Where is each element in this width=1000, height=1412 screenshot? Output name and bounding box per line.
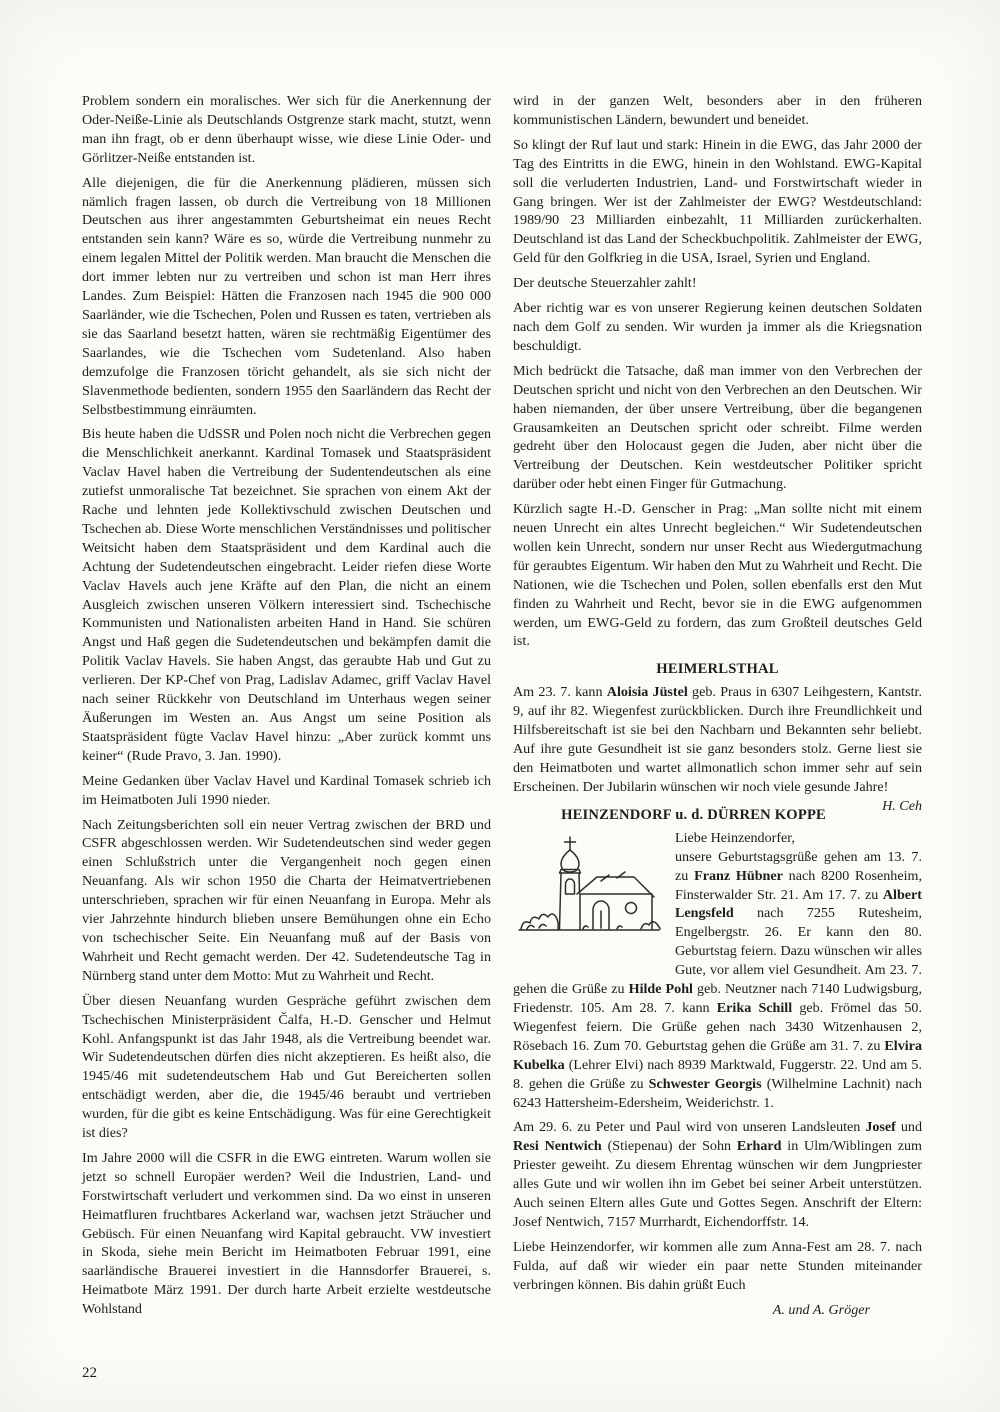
church-illustration (513, 832, 663, 960)
person-name: Franz Hübner (694, 867, 783, 884)
paragraph (82, 174, 491, 420)
body-text: Liebe Heinzendorfer, wir kommen alle zum Anna-Fest am 28. 7. nach Fulda, auf daß wir wieder ein paar nette Stunden miteinander verbringen können. Bis dahin grüßt Euch (513, 1238, 922, 1293)
paragraph (513, 1238, 922, 1295)
body-text: Bis heute haben die UdSSR und Polen noch nicht die Verbrechen gegen die Menschlichkeit anerkannt. Kardinal Tomasek und Staatspräsident Vaclav Havel haben die Vertreibung der Sudentendeutschen als eine zutiefst unmoralische Tat bezeichnet. Sie sprachen von einem Akt der Rache und lehnten jede Kollektivschuld zwischen Deutschen und Tschechen ab. Diese Worte menschlichen Verständnisses und politischer Weitsicht haben dem Staatspräsident und dem Kardinal auch die Achtung der Sudetendeutschen eingebracht. Leider riefen diese Worte Vaclav Havels auch jene Kräfte auf den Plan, die nicht an einem Ausgleich zwischen unseren Völkern interessiert sind. Tschechische Kommunisten und Nationalisten arbeiten Hand in Hand. Sie schüren Angst und Haß gegen die Sudetendeutschen und bekämpfen damit die Politik Vaclav Havels. Sie haben Angst, das geraubte Hab und Gut zu verlieren. Der KP-Chef von Prag, Ladislav Adamec, griff Vaclav Havel nach seiner Rückkehr von Deutschland im Unterhaus wegen seiner Äußerungen im Westen an. Aus Angst um seine Position als Staatspräsident fügte Vaclav Havel hinzu: „Aber zurück kommt uns keiner“ (Rude Pravo, 3. Jan. 1990). (82, 426, 491, 764)
section-heading: HEINZENDORF u. d. DÜRREN KOPPE (561, 806, 826, 823)
body-text: nach 8200 Rosenheim, Finsterwalder Str. 21. Am 17. 7. zu (675, 867, 922, 903)
signature-line (513, 1301, 922, 1320)
body-text: Aber richtig war es von unserer Regierung keinen deutschen Soldaten nach dem Golf zu senden. Wir wurden ja immer als die Kriegsnation beschuldigt. (513, 300, 922, 354)
paragraph (82, 992, 491, 1143)
person-name: Resi Nentwich (513, 1138, 602, 1155)
person-name: Hilde Pohl (628, 981, 693, 998)
person-name: Elvira Kubelka (513, 1037, 922, 1073)
person-name: Albert Lengsfeld (675, 886, 922, 922)
person-name: Erika Schill (716, 999, 793, 1016)
body-text: unsere Geburtstagsgrüße gehen am 13. 7. zu (675, 848, 922, 884)
body-text: wird in der ganzen Welt, besonders aber in den früheren kommunistischen Ländern, bewundert und beneidet. (513, 93, 922, 128)
body-text: (Stiepenau) der Sohn (601, 1138, 737, 1155)
body-text: (Lehrer Elvi) nach 8939 Marktwald, Fuggerstr. 22. Und am 5. 8. gehen die Grüße zu (513, 1056, 922, 1092)
left-column (82, 92, 491, 1325)
body-text: in Ulm/Wiblingen zum Priester geweiht. Zu diesem Ehrentag wünschen wir dem Jungpriester alles Gute und wir wollen ihn im Gebet bei seiner Arbeit unterstützen. Auch seinen Eltern alles Gute und Gottes Segen. Anschrift der Eltern: Josef Nentwich, 7157 Murrhardt, Eichendorffstr. 14. (513, 1138, 922, 1230)
right-column (513, 92, 922, 1325)
paragraph (513, 1118, 922, 1231)
page-number: 22 (82, 1365, 97, 1381)
paragraph (513, 683, 922, 814)
body-text: Am 29. 6. zu Peter und Paul wird von unseren Landsleuten (513, 1119, 866, 1136)
body-text: Im Jahre 2000 will die CSFR in die EWG eintreten. Warum wollen sie jetzt so schnell Europäer werden? Weil die Industrien, Land- und Forstwirtschaft verludert und verkommen sind. Da wo einst in unseren Heimatfluren fruchtbares Ackerland war, wachsen jetzt Sträucher und Gebüsch. Für einen Neuanfang wird Kapital gebraucht. VW investiert in Skoda, siehe mein Bericht im Heimatboten Februar 1991, eine saarländische Brauerei investiert in die Hannsdorfer Brauerei, s. Heimatbote März 1991. Der durch harte Arbeit erzielte westdeutsche Wohlstand (82, 1149, 491, 1318)
body-text: geb. Frömel das 50. Wiegenfest feiern. Die Grüße gehen nach 3430 Witzenhausen 2, Rösebach 16. Zum 70. Geburtstag gehen die Grüße am 31. 7. zu (513, 999, 922, 1054)
body-text: Über diesen Neuanfang wurden Gespräche geführt zwischen dem Tschechischen Ministerpräsident Čalfa, H.-D. Genscher und Helmut Kohl. Anfangspunkt ist das Jahr 1948, als die Vertreibung beendet war. Wir Sudetendeutschen dürfen dies nicht akzeptieren. Es heißt also, die 1945/46 mit sudetendeutschem Hab und Gut Bereicherten sollen entschädigt werden, aber die, die 1945/46 beraubt und vertrieben wurden, für die gibt es keine Entschädigung. Was für eine Gerechtigkeit ist dies? (82, 992, 491, 1142)
body-text: nach 7255 Rutesheim, Engelbergstr. 26. Er kann den 80. Geburtstag feiern. Dazu wünschen wir alles Gute, vor allem viel Gesundheit. Am 23. 7. gehen die Grüße zu (513, 905, 922, 998)
church-cross (565, 837, 576, 850)
body-text: (Wilhelmine Lachnit) nach 6243 Hattersheim-Edersheim, Weiderichstr. 1. (513, 1075, 922, 1111)
body-text: Der deutsche Steuerzahler zahlt! (513, 275, 697, 292)
author-signature: H. Ceh (882, 797, 922, 814)
paragraph (82, 816, 491, 986)
paragraph (82, 92, 491, 168)
body-text: Alle diejenigen, die für die Anerkennung plädieren, müssen sich nämlich fragen lassen, ob durch die Vertreibung von 18 Millionen Deutschen aus ihrer angestammten Geburtsheimat ein neues Recht entstanden sein kann? Wäre es so, würde die Vertreibung nunmehr zu einem legalen Mittel der Politik werden. Man braucht die Menschen die dort immer lebten nur zu vertreiben und schon ist man Herr ihres Landes. Zum Beispiel: Hätten die Franzosen nach 1945 die 900 000 Saarländer, wie die Tschechen, Polen und Russen es taten, vertrieben als sie das Saarland besetzt hatten, wären sie rechtmäßig Eigentümer des Saarlandes, wie die Tschechen vom Sudetenland. Also haben demzufolge die Franzosen töricht gehandelt, als sie sich nicht der Slavenmethode bedienten, sondern 1955 den Saarländern das Recht der Selbstbestimmung einräumten. (82, 174, 491, 418)
body-text: geb. Praus in 6307 Leihgestern, Kantstr. 9, auf ihr 82. Wiegenfest zurückblicken. Durch ihre Freundlichkeit und Hilfsbereitschaft ist sie bei den Nachbarn und Bekannten sehr beliebt. Auf ihre gute Gesundheit ist sie ganz besonders stolz. Gerne liest sie den Heimatboten und wartet allmonatlich schon immer sehr auf sein Erscheinen. Der Jubilarin wünschen wir noch viele gesunde Jahre! (513, 684, 922, 795)
body-text: Liebe Heinzendorfer, (675, 829, 795, 846)
paragraph (513, 362, 922, 494)
text-area (82, 92, 922, 1325)
paragraph (82, 772, 491, 810)
paragraph (513, 500, 922, 651)
section-heading: HEIMERLSTHAL (656, 661, 779, 678)
body-text: Mich bedrückt die Tatsache, daß man immer von den Verbrechen der Deutschen spricht und nicht von den Verbrechen an den Deutschen. Wir haben niemanden, der über unsere Vertreibung, über die begangenen Grausamkeiten an Deutschen spricht oder schreibt. Filme werden gedreht über den Holocaust gegen die Juden, aber nicht über die Vertreibung der Deutschen. Kein westdeutscher Politiker spricht darüber oder hebt einen Finger für Gutmachung. (513, 362, 922, 493)
body-text: Problem sondern ein moralisches. Wer sich für die Anerkennung der Oder-Neiße-Linie als Deutschlands Ostgrenze stark macht, stutzt, wenn man ihn fragt, ob er denn überhaupt wisse, wie diese Linie Oder- und Görlitzer-Neiße entstanden ist. (82, 93, 491, 166)
body-text: Kürzlich sagte H.-D. Genscher in Prag: „Man sollte nicht mit einem neuen Unrecht ein altes Unrecht begleichen.“ Wir Sudetendeutschen wollen kein Unrecht, sondern nur unser Recht aus Wiedergutmachung für geraubtes Eigentum. Wir haben den Mut zu Wahrheit und Recht. Die Nationen, wie die Tschechen und Polen, sollen ebenfalls erst den Mut finden zu Wahrheit und Recht, bevor sie in die EWG aufgenommen werden, um EWG-Geld zu fordern, das zum Großteil deutsches Geld ist. (513, 501, 922, 650)
paragraph (513, 274, 922, 293)
paragraph (513, 136, 922, 268)
paragraph (513, 829, 922, 1113)
person-name: Aloisia Jüstel (606, 684, 688, 701)
body-text: A. und A. Gröger (772, 1301, 870, 1318)
body-text: geb. Neutzner nach 7140 Ludwigsburg, Friedenstr. 105. Am 28. 7. kann (513, 981, 922, 1016)
person-name: Schwester Georgis (648, 1075, 762, 1092)
body-text: So klingt der Ruf laut und stark: Hinein in die EWG, das Jahr 2000 der Tag des Eintritts in die EWG, hinein in den Wohlstand. EWG-Kapital soll die verluderten Industrien, Land- und Forstwirtschaft wieder in Gang bringen. Wer ist der Zahlmeister der EWG? Westdeutschland: 1989/90 23 Milliarden einbezahlt, 11 Milliarden zurückerhalten. Deutschland ist das Land der Scheckbuchpolitik. Zahlmeister der EWG, Geld für den Golfkrieg in die USA, Israel, Syrien und England. (513, 136, 922, 267)
person-name: Josef (865, 1119, 896, 1136)
body-text: Meine Gedanken über Vaclav Havel und Kardinal Tomasek schrieb ich im Heimatboten Juli 1990 nieder. (82, 772, 491, 808)
body-text: und (895, 1119, 922, 1136)
person-name: Erhard (736, 1138, 782, 1155)
paragraph (82, 1149, 491, 1319)
paragraph (82, 425, 491, 765)
paragraph (513, 299, 922, 356)
body-text: Nach Zeitungsberichten soll ein neuer Vertrag zwischen der BRD und CSFR abgeschlossen werden. Wir Sudetendeutschen sind weder gegen einen Schlußstrich unter die Vergangenheit noch gegen einen Neuanfang. Als wir schon 1950 die Charta der Heimatvertriebenen unterschrieben, sprachen wir für einen Neuanfang in Europa. Mehr als vier Jahrzehnte hindurch blieben unsere Bemühungen ohne ein Echo von tschechischer Seite. Ein Neuanfang muß auf der Basis von Wahrheit und Recht gemacht werden. Der 42. Sudetendeutsche Tag in Nürnberg stand unter dem Motto: Mut zu Wahrheit und Recht. (82, 816, 491, 984)
paragraph (513, 92, 922, 130)
body-text: Am 23. 7. kann (513, 684, 607, 701)
